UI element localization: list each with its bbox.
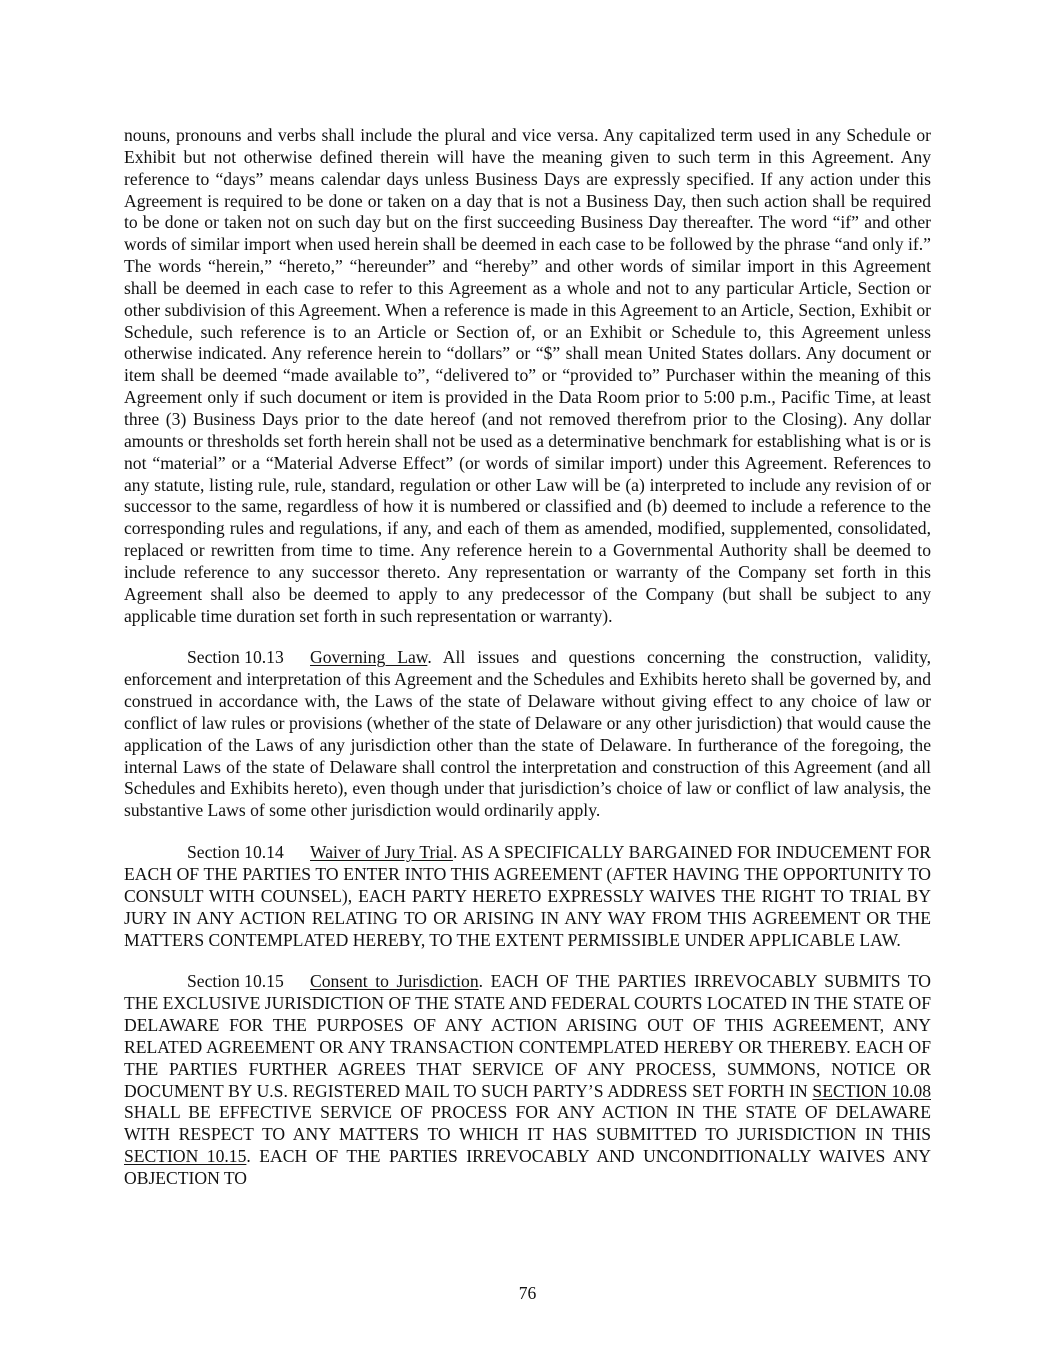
section-heading: Waiver of Jury Trial xyxy=(310,842,453,863)
document-page-body xyxy=(124,125,931,1190)
section-10-14-paragraph xyxy=(124,842,931,951)
cross-reference-section-10-15: SECTION 10.15 xyxy=(124,1146,247,1167)
section-number: Section 10.15 xyxy=(187,971,284,992)
section-number: Section 10.14 xyxy=(187,842,284,863)
section-number: Section 10.13 xyxy=(187,647,284,668)
section-text: . EACH OF THE PARTIES IRREVOCABLY AND UNCONDITIONALLY WAIVES ANY OBJECTION TO xyxy=(124,1146,931,1188)
intro-paragraph: nouns, pronouns and verbs shall include the plural and vice versa. Any capitalized term used in any Schedule or Exhibit but not otherwise defined therein will have the meaning given to such term in this Agreement. Any reference to “days” means calendar days unless Business Days are expressly specified. If any action under this Agreement is required to be done or taken on a day that is not a Business Day, then such action shall be required to be done or taken not on such day but on the first succeeding Business Day thereafter. The word “if” and other words of similar import when used herein shall be deemed in each case to be followed by the phrase “and only if.” The words “herein,” “hereto,” “hereunder” and “hereby” and other words of similar import in this Agreement shall be deemed in each case to refer to this Agreement as a whole and not to any particular Article, Section or other subdivision of this Agreement. When a reference is made in this Agreement to an Article, Section, Exhibit or Schedule, such reference is to an Article or Section of, or an Exhibit or Schedule to, this Agreement unless otherwise indicated. Any reference herein to “dollars” or “$” shall mean United States dollars. Any document or item shall be deemed “made available to”, “delivered to” or “provided to” Purchaser within the meaning of this Agreement only if such document or item is provided in the Data Room prior to 5:00 p.m., Pacific Time, at least three (3) Business Days prior to the date hereof (and not removed therefrom prior to the Closing). Any dollar amounts or thresholds set forth herein shall not be used as a determinative benchmark for establishing what is or is not “material” or a “Material Adverse Effect” (or words of similar import) under this Agreement. References to any statute, listing rule, rule, standard, regulation or other Law will be (a) interpreted to include any revision of or successor to the same, regardless of how it is numbered or classified and (b) deemed to include a reference to the corresponding rules and regulations, if any, and each of them as amended, modified, supplemented, consolidated, replaced or rewritten from time to time. Any reference herein to a Governmental Authority shall be deemed to include reference to any successor thereto. Any representation or warranty of the Company set forth in this Agreement shall also be deemed to apply to any predecessor of the Company (but shall be subject to any applicable time duration set forth in such representation or warranty). xyxy=(124,125,931,626)
section-text: SHALL BE EFFECTIVE SERVICE OF PROCESS FOR ANY ACTION IN THE STATE OF DELAWARE WITH RESPECT TO ANY MATTERS TO WHICH IT HAS SUBMITTED TO JURISDICTION IN THIS xyxy=(124,1102,931,1145)
section-text: . All issues and questions concerning the construction, validity, enforcement and interpretation of this Agreement and the Schedules and Exhibits hereto shall be governed by, and construed in accordance with, the Laws of the state of Delaware without giving effect to any choice of law or conflict of law rules or provisions (whether of the state of Delaware or any other jurisdiction) that would cause the application of the Laws of any jurisdiction other than the state of Delaware. In furtherance of the foregoing, the internal Laws of the state of Delaware shall control the interpretation and construction of this Agreement (and all Schedules and Exhibits hereto), even though under that jurisdiction’s choice of law or conflict of law analysis, the substantive Laws of some other jurisdiction would ordinarily apply. xyxy=(124,647,931,821)
section-heading: Consent to Jurisdiction xyxy=(310,971,479,992)
cross-reference-section-10-08: SECTION 10.08 xyxy=(812,1080,931,1101)
section-heading: Governing Law xyxy=(310,647,428,668)
section-10-15-paragraph xyxy=(124,971,931,1189)
section-text: . AS A SPECIFICALLY BARGAINED FOR INDUCEMENT FOR EACH OF THE PARTIES TO ENTER INTO THIS AGREEMENT (AFTER HAVING THE OPPORTUNITY TO CONSULT WITH COUNSEL), EACH PARTY HERETO EXPRESSLY WAIVES THE RIGHT TO TRIAL BY JURY IN ANY ACTION RELATING TO OR ARISING IN ANY WAY FROM THIS AGREEMENT OR THE MATTERS CONTEMPLATED HEREBY, TO THE EXTENT PERMISSIBLE UNDER APPLICABLE LAW. xyxy=(124,842,931,950)
section-10-13-paragraph xyxy=(124,647,931,822)
page-number: 76 xyxy=(518,1283,537,1303)
section-text: . EACH OF THE PARTIES IRREVOCABLY SUBMITS TO THE EXCLUSIVE JURISDICTION OF THE STATE AND FEDERAL COURTS LOCATED IN THE STATE OF DELAWARE FOR THE PURPOSES OF ANY ACTION ARISING OUT OF THIS AGREEMENT, ANY RELATED AGREEMENT OR ANY TRANSACTION CONTEMPLATED HEREBY OR THEREBY. EACH OF THE PARTIES FURTHER AGREES THAT SERVICE OF ANY PROCESS, SUMMONS, NOTICE OR DOCUMENT BY U.S. REGISTERED MAIL TO SUCH PARTY’S ADDRESS SET FORTH IN xyxy=(124,971,931,1101)
